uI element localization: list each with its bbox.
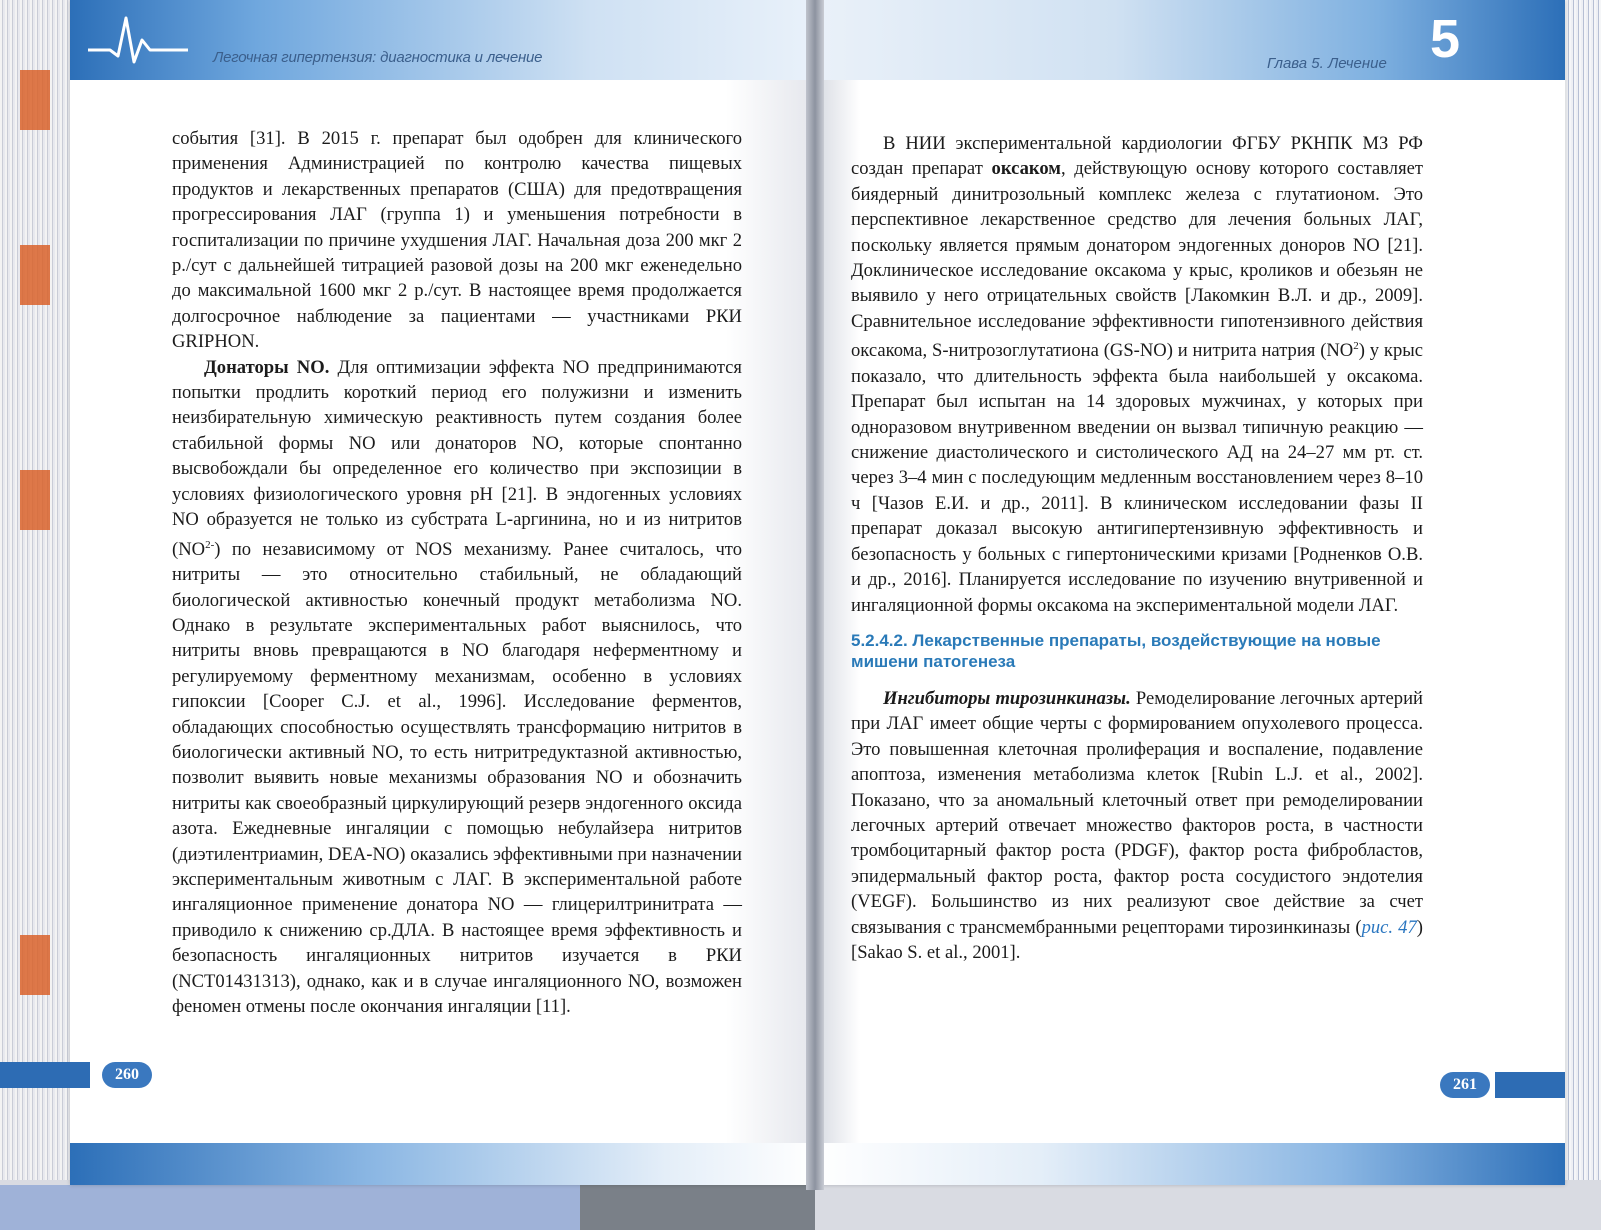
paragraph-text: Для оптимизации эффекта NO предпринимаются попытки продлить короткий период его полужизни и изменить неизбирательную химическую реактивность путем создания более стабильной формы NO или донаторов NO, которые спонтанно высвобождали бы определенное его количество при экспозиции в условиях физиологического уровня pH [21]. В эндогенных условиях NO образуется не только из субстрата L-аргинина, но и из нитритов (NO xyxy=(172,356,742,560)
paragraph-lead: Донаторы NO. xyxy=(204,356,330,378)
superscript: 2- xyxy=(205,538,215,551)
paragraph-text: В НИИ экспериментальной кардиологии ФГБУ РКНПК МЗ РФ создан препарат xyxy=(851,133,1423,180)
right-page xyxy=(815,0,1565,1185)
scan-bottom-strip xyxy=(0,1185,580,1230)
paragraph: события [31]. В 2015 г. препарат был одобрен для клинического применения Администрацией по контролю качества пищевых продуктов и лекарственных препаратов (США) для предотвращения прогрессирования ЛАГ (группа 1) и уменьшения потребности в госпитализации по причине ухудшения ЛАГ. Начальная доза 200 мкг 2 р./сут с дальнейшей титрацией разовой дозы на 200 мкг еженедельно до максимальной 1600 мкг 2 р./сут. В настоящее время продолжается долгосрочное наблюдение за пациентами — участниками РКИ GRIPHON. xyxy=(172,128,742,353)
drug-name: оксаком xyxy=(991,158,1061,180)
paragraph xyxy=(172,355,742,1020)
paragraph-text: , действующую основу которого составляет биядерный динитрозольный комплекс железа с глутатионом. Это перспективное лекарственное средство для лечения больных ЛАГ, поскольку является прямым донатором эндогенных доноров NO [21]. Доклиническое исследование оксакома у крыс, кроликов и обезьян не выявило у него отрицательных свойств [Лакомкин В.Л. и др., 2009]. Сравнительное исследование эффективности гипотензивного действия оксакома, S-нитрозоглутатиона (GS-NO) и нитрита натрия (NO xyxy=(851,158,1424,362)
right-body-text xyxy=(851,131,1423,965)
superscript: 2 xyxy=(1353,340,1359,353)
page-number-bar xyxy=(1495,1072,1565,1098)
section-heading: 5.2.4.2. Лекарственные препараты, воздействующие на новые мишени патогенеза xyxy=(851,630,1381,671)
figure-reference-link[interactable]: рис. 47 xyxy=(1361,916,1417,938)
footer-band xyxy=(70,1143,815,1185)
edge-tab xyxy=(20,245,50,305)
paragraph-lead: Ингибиторы тирозинкиназы. xyxy=(883,687,1131,709)
chapter-number: 5 xyxy=(1430,9,1461,69)
scan-bottom-strip-dark xyxy=(580,1185,815,1230)
book-spine xyxy=(806,0,824,1190)
paragraph-text: ) у крыс показало, что длительность эффекта была наибольшей у оксакома. Препарат был испытан на 14 здоровых мужчинах, у которых при одноразовом внутривенном введении он вызвал типичную реакцию — снижение диастолического и систолического АД на 24–27 мм рт. ст. через 3–4 мин с последующим медленным восстановлением через 8–10 ч [Чазов Е.И. и др., 2011]. В клиническом исследовании фазы II препарат доказал высокую антигипертензивную эффективность и безопасность у больных с гипертоническими кризами [Родненков О.В. и др., 2016]. Планируется исследование по изучению внутривенной и ингаляционной формы оксакома на экспериментальной модели ЛАГ. xyxy=(851,340,1423,616)
page-number-bar xyxy=(0,1062,90,1088)
edge-tab xyxy=(20,935,50,995)
heartbeat-logo-icon xyxy=(88,10,188,70)
paragraph-text: ) [Sakao S. et al., 2001]. xyxy=(851,916,1423,963)
footer-band xyxy=(815,1143,1565,1185)
page-number: 260 xyxy=(102,1062,152,1088)
running-head: Глава 5. Лечение xyxy=(1267,55,1387,72)
paragraph-text: ) по независимому от NOS механизму. Ранее считалось, что нитриты — это относительно стабильный, не обладающий биологической активностью конечный продукт метаболизма NO. Однако в результате экспериментальных работ выяснилось, что нитриты вновь превращаются в NO благодаря неферментному и регулируемому ферментному механизмам, особенно в условиях гипоксии [Cooper C.J. et al., 1996]. Исследование ферментов, обладающих способностью осуществлять трансформацию нитритов в биологически активный NO, то есть нитритредуктазной активностью, позволит выявить новые механизмы образования NO и обозначить нитриты как своеобразный циркулирующий резерв эндогенного оксида азота. Ежедневные ингаляции с помощью небулайзера нитритов (диэтилентриамин, DEA-NO) оказались эффективными при назначении экспериментальным животным с ЛАГ. В экспериментальной работе ингаляционное применение донатора NO — глицерилтринитрата — приводило к снижению ср.ДЛА. В настоящее время эффективность и безопасность ингаляционных нитритов изучается в РКИ (NCT01431313), однако, как и в случае ингаляционного NO, возможен феномен отмены после окончания ингаляции [11]. xyxy=(172,538,742,1017)
right-page-edges xyxy=(1561,0,1601,1180)
page-number: 261 xyxy=(1440,1072,1490,1098)
running-head: Легочная гипертензия: диагностика и лечение xyxy=(213,49,543,66)
left-page-edges xyxy=(0,0,78,1180)
paragraph xyxy=(851,686,1423,965)
edge-tab xyxy=(20,470,50,530)
edge-tab xyxy=(20,70,50,130)
paragraph xyxy=(851,131,1423,618)
paragraph-text: Ремоделирование легочных артерий при ЛАГ имеет общие черты с формированием опухолевого процесса. Это повышенная клеточная пролиферация и воспаление, подавление апоптоза, изменения метаболизма клеток [Rubin L.J. et al., 2002]. Показано, что за аномальный клеточный ответ при ремоделировании легочных артерий отвечает множество факторов роста, в частности тромбоцитарный фактор роста (PDGF), фактор роста фибробластов, эпидермальный фактор роста, фактор роста сосудистого эндотелия (VEGF). Большинство из них реализуют свое действие за счет связывания с трансмембранными рецепторами тирозинкиназы ( xyxy=(851,687,1424,938)
left-body-text xyxy=(172,126,742,1019)
left-page xyxy=(70,0,815,1185)
